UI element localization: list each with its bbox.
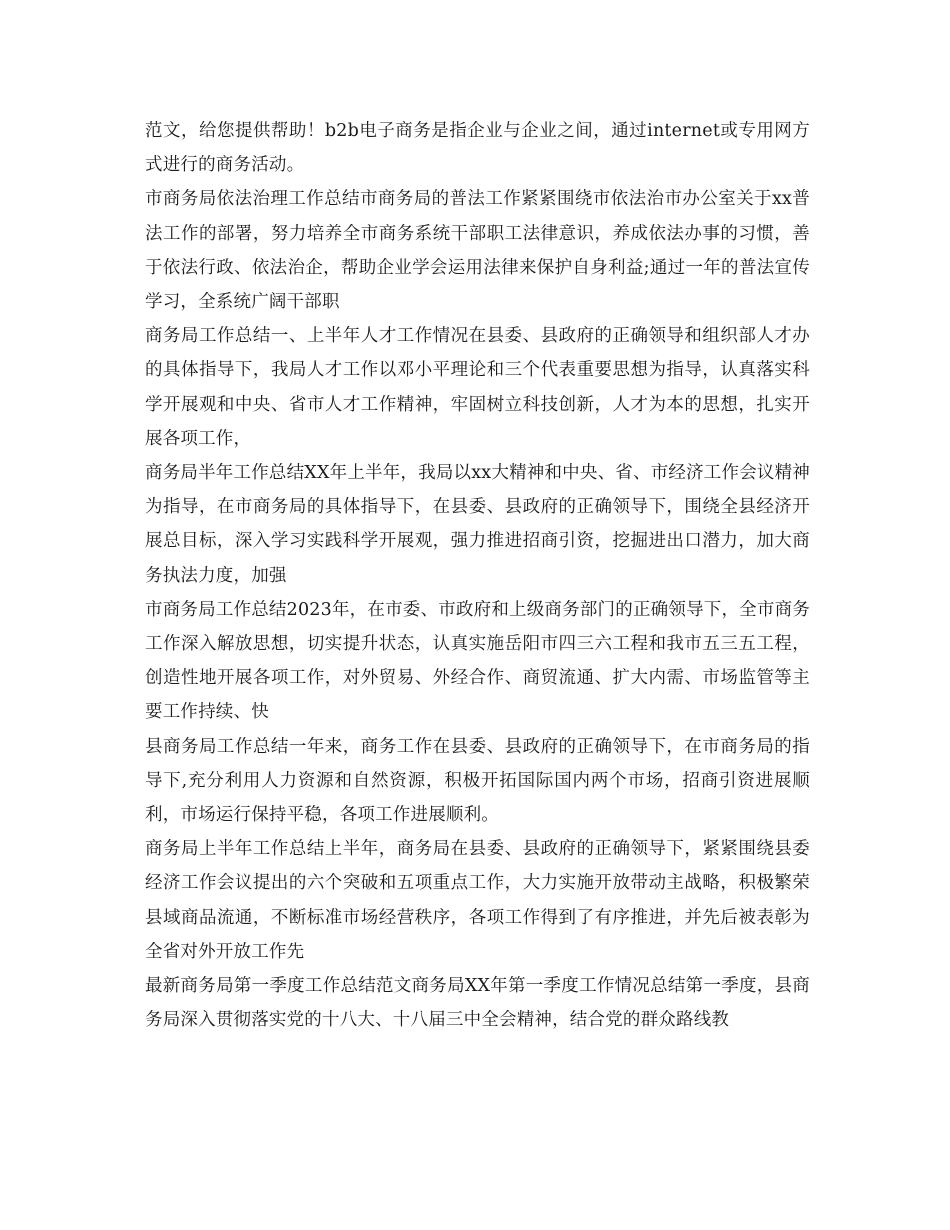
paragraph-5: 市商务局工作总结2023年，在市委、市政府和上级商务部门的正确领导下，全市商务工作深入解放思想，切实提升状态，认真实施岳阳市四三六工程和我市五三五工程，创造性地开展各项工作，对外贸易、外经合作、商贸流通、扩大内需、市场监管等主要工作持续、快 [145, 599, 810, 723]
document-body [145, 114, 810, 1037]
paragraph-1: 范文，给您提供帮助！b2b电子商务是指企业与企业之间，通过internet或专用网方式进行的商务活动。 [145, 121, 810, 176]
paragraph-7: 商务局上半年工作总结上半年，商务局在县委、县政府的正确领导下，紧紧围绕县委经济工作会议提出的六个突破和五项重点工作，大力实施开放带动主战略，积极繁荣县域商品流通，不断标准市场经营秩序，各项工作得到了有序推进，并先后被表彰为全省对外开放工作先 [145, 839, 810, 962]
paragraph-6: 县商务局工作总结一年来，商务工作在县委、县政府的正确领导下，在市商务局的指导下,充分利用人力资源和自然资源，积极开拓国际国内两个市场，招商引资进展顺利，市场运行保持平稳，各项工作进展顺利。 [145, 736, 810, 826]
paragraph-4: 商务局半年工作总结XX年上半年，我局以xx大精神和中央、省、市经济工作会议精神为指导，在市商务局的具体指导下，在县委、县政府的正确领导下，围绕全县经济开展总目标，深入学习实践科学开展观，强力推进招商引资，挖掘进出口潜力，加大商务执法力度，加强 [145, 463, 810, 586]
paragraph-2: 市商务局依法治理工作总结市商务局的普法工作紧紧围绕市依法治市办公室关于xx普法工作的部署，努力培养全市商务系统干部职工法律意识，养成依法办事的习惯，善于依法行政、依法治企，帮助企业学会运用法律来保护自身利益;通过一年的普法宣传学习，全系统广阔干部职 [145, 189, 810, 313]
paragraph-3: 商务局工作总结一、上半年人才工作情况在县委、县政府的正确领导和组织部人才办的具体指导下，我局人才工作以邓小平理论和三个代表重要思想为指导，认真落实科学开展观和中央、省市人才工作精神，牢固树立科技创新，人才为本的思想，扎实开展各项工作， [145, 326, 810, 449]
paragraph-8: 最新商务局第一季度工作总结范文商务局XX年第一季度工作情况总结第一季度，县商务局深入贯彻落实党的十八大、十八届三中全会精神，结合党的群众路线教 [145, 976, 810, 1031]
